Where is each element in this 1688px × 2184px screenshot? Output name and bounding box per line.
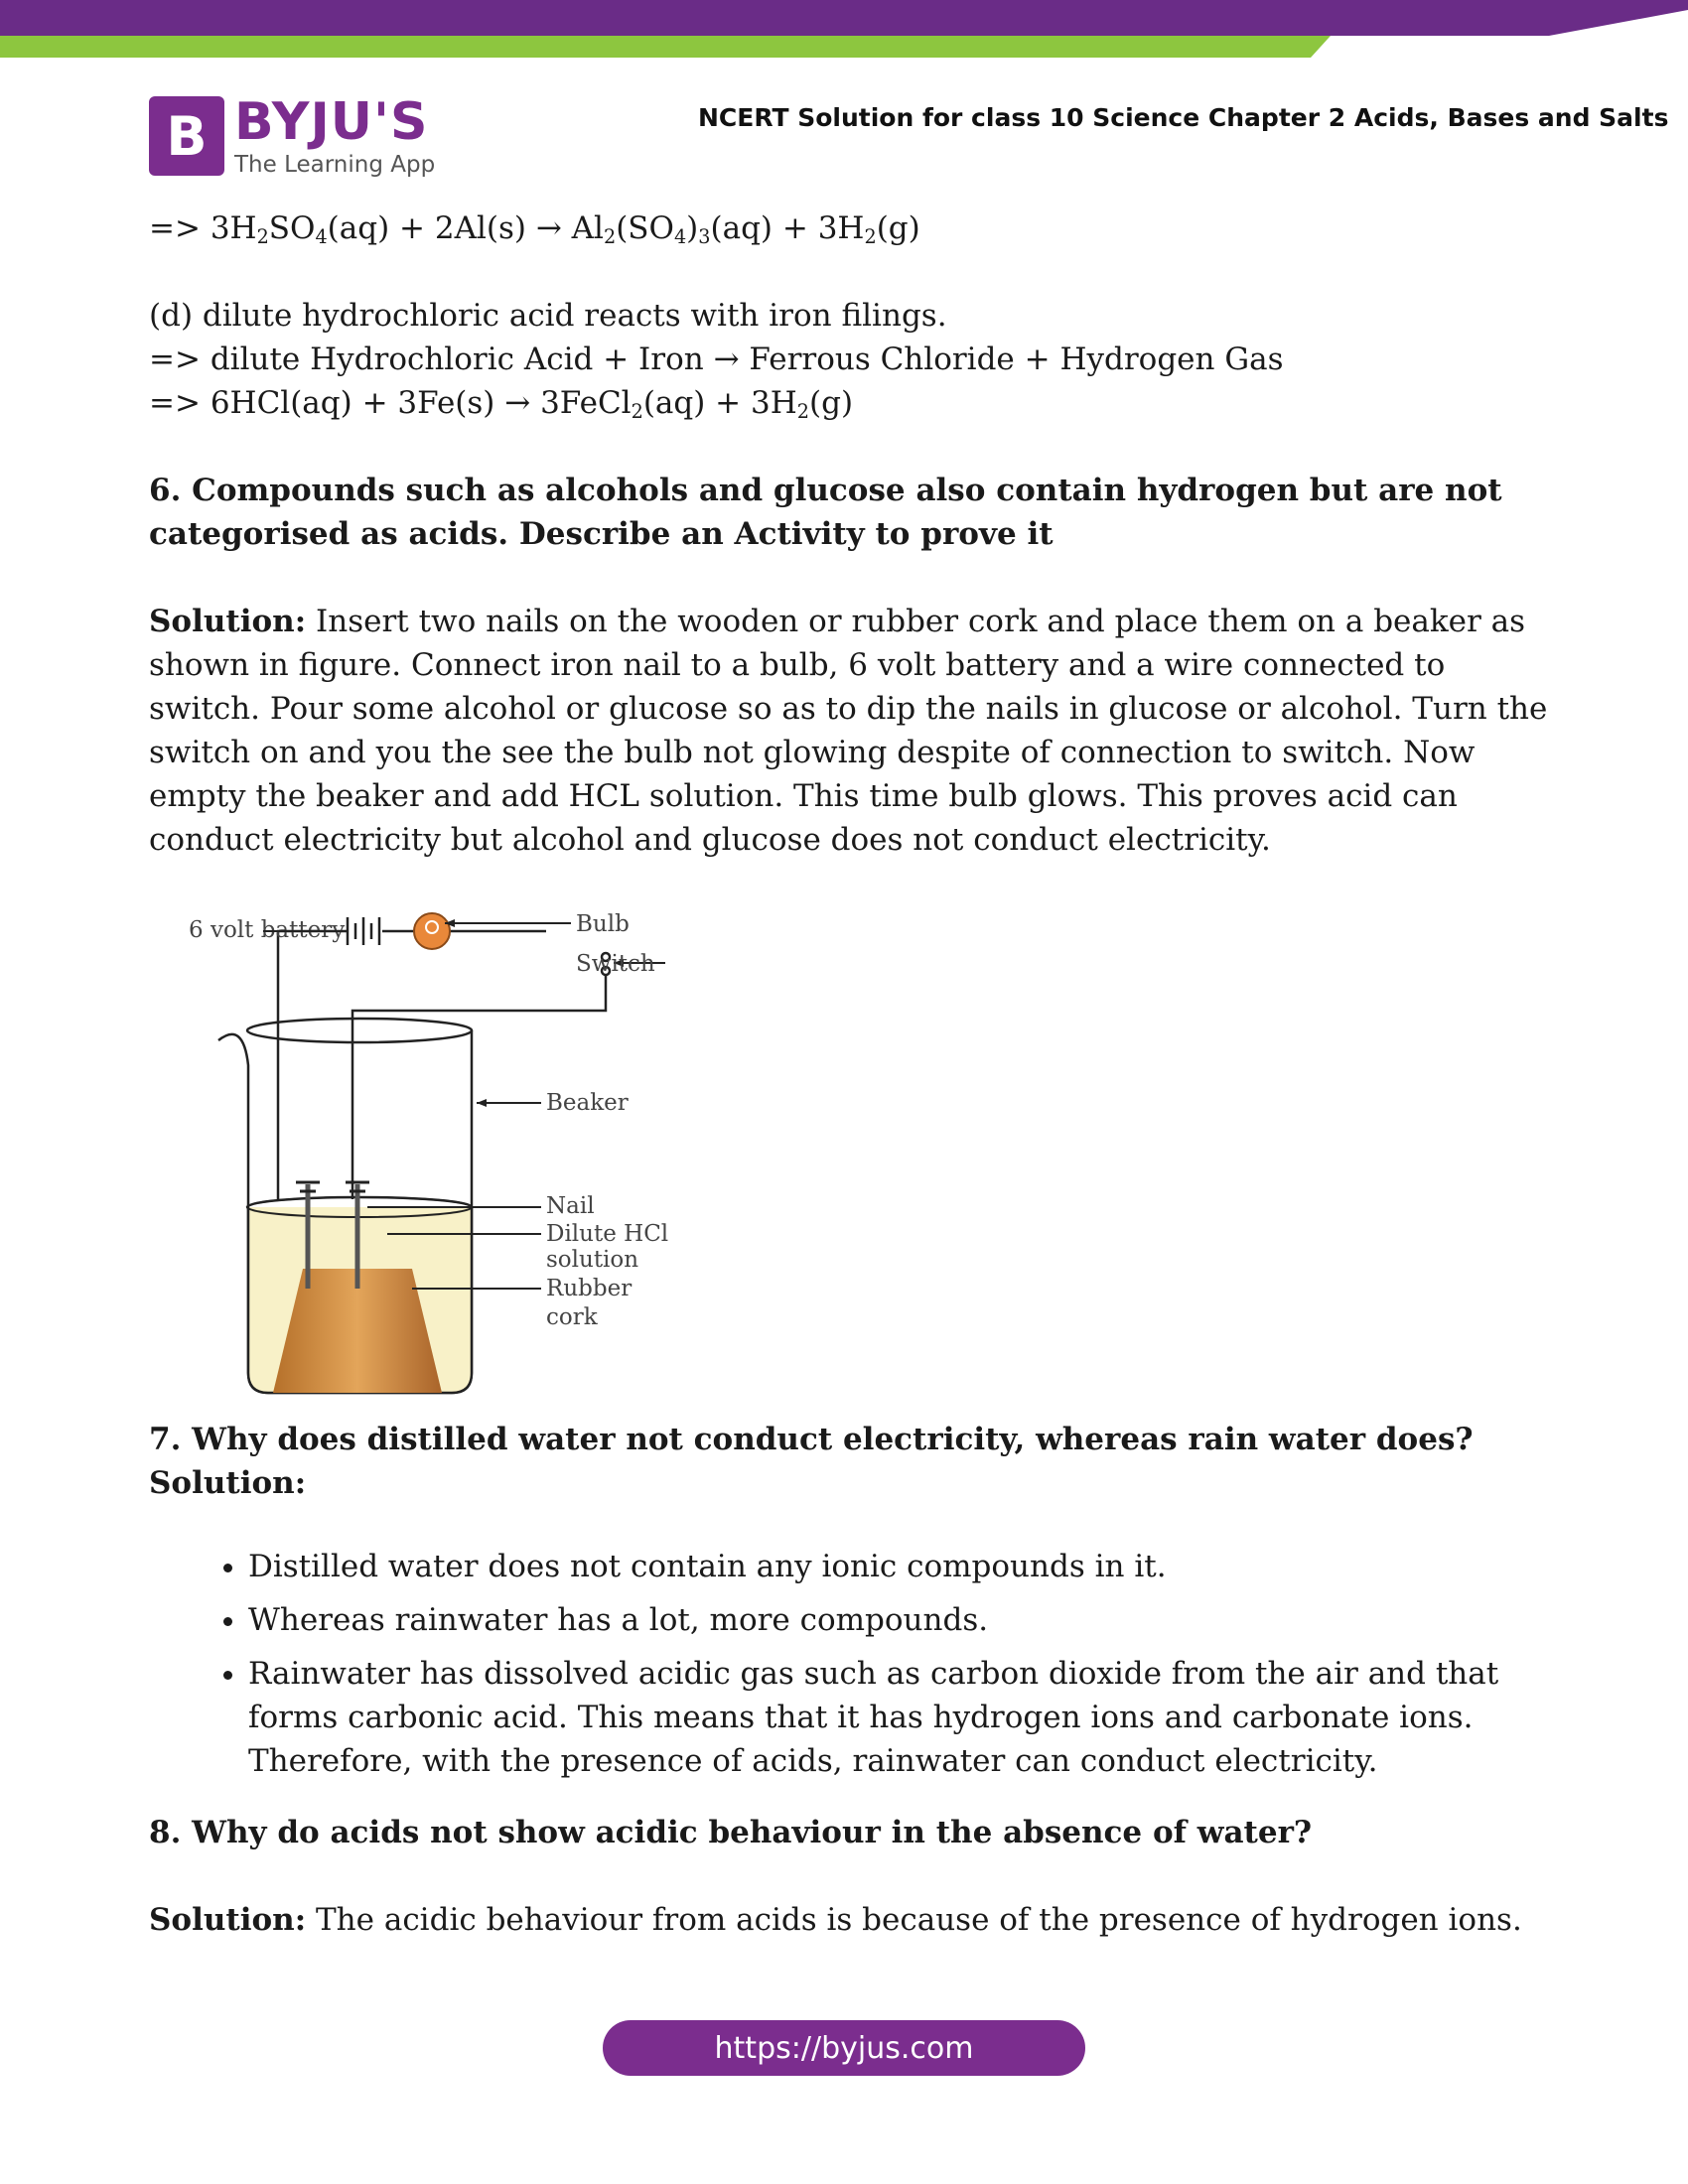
label-solution-2: solution: [546, 1247, 639, 1273]
label-solution-1: Dilute HCl: [546, 1221, 669, 1247]
solution-label: Solution:: [149, 604, 307, 639]
document-title: NCERT Solution for class 10 Science Chapter 2 Acids, Bases and Salts: [698, 103, 1669, 132]
brand-tagline: The Learning App: [234, 152, 436, 178]
question-6-line-2: categorised as acids. Describe an Activity to prove it: [149, 516, 1054, 552]
label-beaker: Beaker: [546, 1090, 629, 1116]
question-7-bullet-list: [149, 1545, 1549, 1783]
question-6-solution: Solution: Insert two nails on the wooden or rubber cork and place them on a beaker as shown in figure. Connect iron nail to a bulb, 6 volt battery and a wire connected to switch. Pour some alcohol or glucose so as to dip the nails in glucose or alcohol. Turn the switch on and you the see the bulb not glowing despite of connection to switch. Now empty the beaker and add HCL solution. This time bulb glows. This proves acid can conduct electricity but alcohol and glucose does not conduct electricity.: [149, 604, 1548, 858]
logo-mark: B: [149, 96, 224, 176]
byjus-url-link[interactable]: https://byjus.com: [603, 2020, 1085, 2076]
top-color-band: [0, 0, 1688, 62]
part-d-word-equation: => dilute Hydrochloric Acid + Iron → Ferrous Chloride + Hydrogen Gas: [149, 341, 1284, 377]
question-6-line-1: 6. Compounds such as alcohols and glucose also contain hydrogen but are not: [149, 473, 1502, 508]
byjus-logo: [149, 92, 436, 178]
solution-label: Solution:: [149, 1902, 307, 1938]
question-8: 8. Why do acids not show acidic behaviour in the absence of water?: [149, 1815, 1313, 1850]
conductivity-experiment-figure: [149, 891, 1549, 1418]
label-battery: 6 volt battery: [189, 917, 346, 943]
label-cork-1: Rubber: [546, 1276, 633, 1301]
part-d-question: (d) dilute hydrochloric acid reacts with iron filings.: [149, 298, 947, 334]
list-item: • Rainwater has dissolved acidic gas such as carbon dioxide from the air and that forms carbonic acid. This means that it has hydrogen ions and carbonate ions. Therefore, with the presence of acids, rainwater can conduct electricity.: [248, 1652, 1549, 1783]
list-item: • Whereas rainwater has a lot, more compounds.: [248, 1598, 1549, 1642]
equation-c-balanced: => $3H_2SO_4(aq) + 2Al(s) \to Al_2(SO_4)_3(aq) + 3H_2(g)$: [149, 210, 920, 248]
question-7: 7. Why does distilled water not conduct electricity, whereas rain water does?: [149, 1422, 1474, 1457]
label-bulb: Bulb: [576, 911, 630, 937]
document-body: [149, 206, 1549, 1942]
question-8-solution: Solution: The acidic behaviour from acids is because of the presence of hydrogen ions.: [149, 1902, 1522, 1938]
label-switch: Switch: [576, 951, 655, 977]
experiment-diagram: [189, 891, 824, 1408]
brand-name: BYJU'S: [234, 92, 429, 152]
label-cork-2: cork: [546, 1304, 598, 1330]
label-nail: Nail: [546, 1193, 595, 1219]
question-7-solution-label: Solution:: [149, 1465, 307, 1501]
list-item: • Distilled water does not contain any ionic compounds in it.: [248, 1545, 1549, 1588]
part-d-balanced-equation: => 6HCl(aq) + 3Fe(s) → 3FeCl$_2$(aq) + $3H_2(g)$: [149, 385, 854, 423]
